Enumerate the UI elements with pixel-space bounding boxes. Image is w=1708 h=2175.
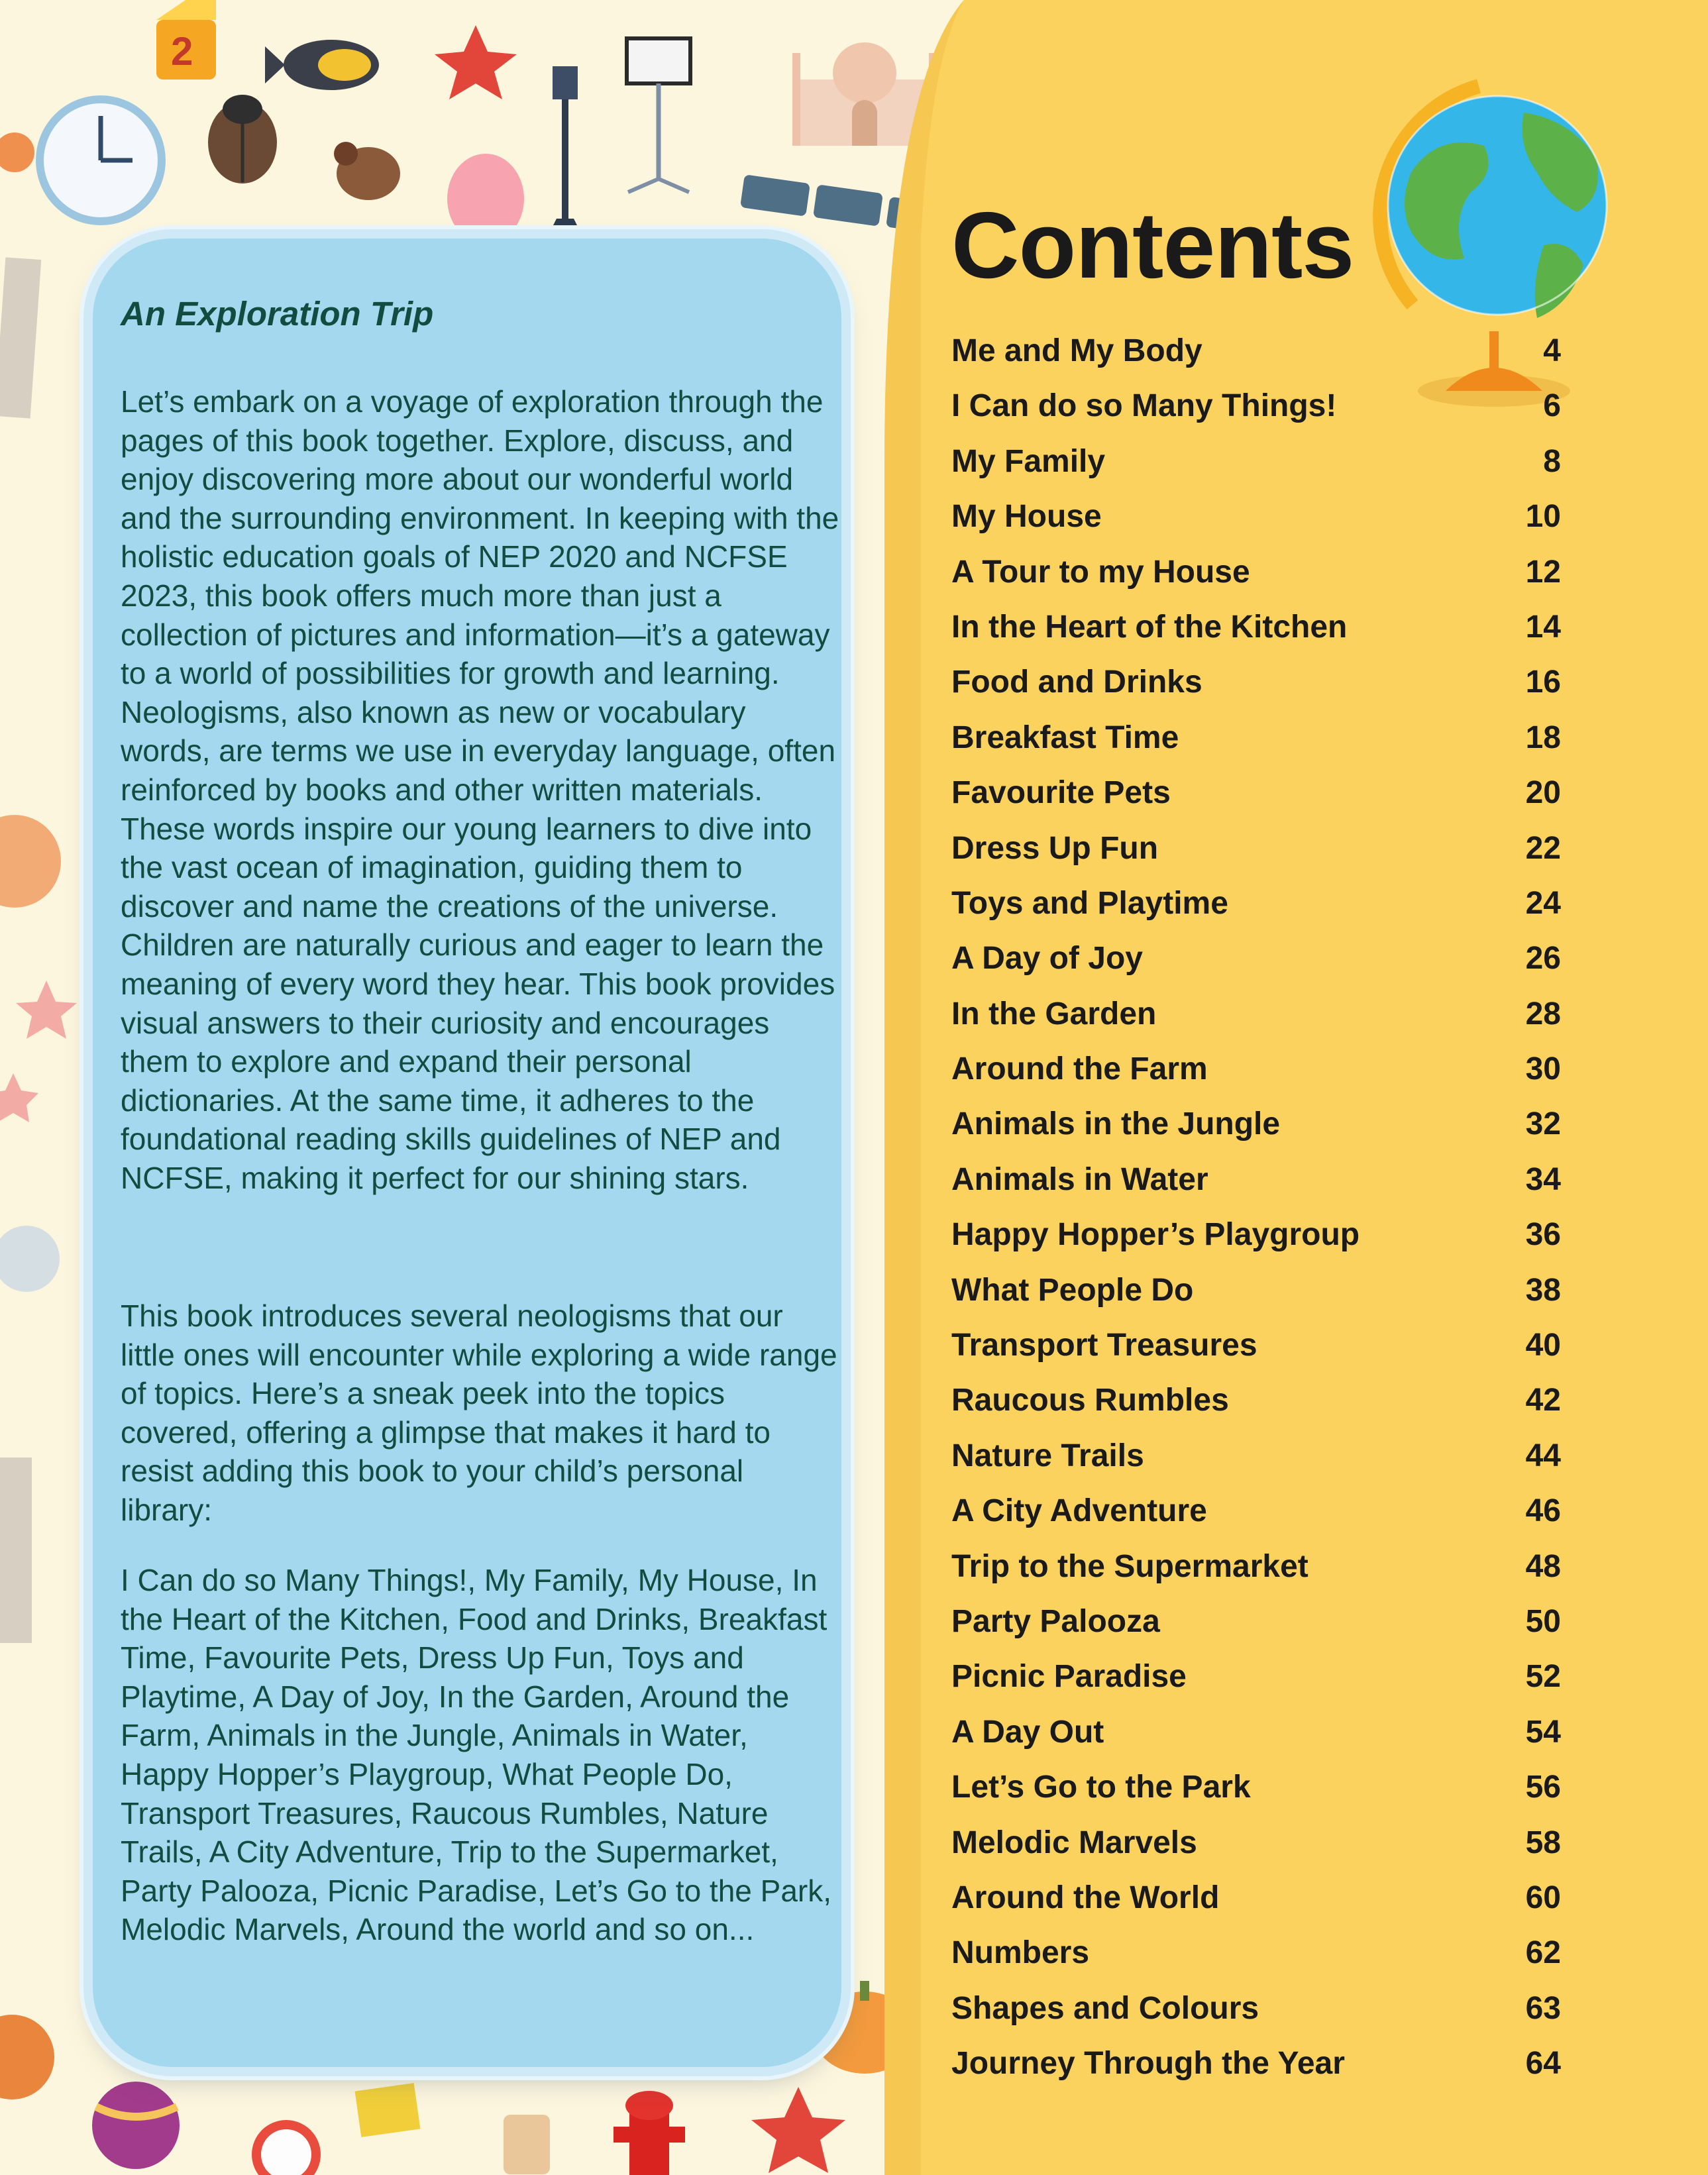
- toc-entry[interactable]: [951, 388, 1561, 443]
- toc-entry-title: In the Heart of the Kitchen: [951, 609, 1348, 645]
- contents-title: Contents: [951, 193, 1354, 298]
- toc-entry-title: Animals in Water: [951, 1161, 1208, 1197]
- toc-entry-title: Melodic Marvels: [951, 1825, 1197, 1860]
- toc-entry[interactable]: [951, 1935, 1561, 1989]
- toc-entry-page: 54: [1525, 1714, 1561, 1750]
- clock-icon: [40, 99, 162, 221]
- toc-entry-title: I Can do so Many Things!: [951, 388, 1337, 424]
- toc-entry-title: Transport Treasures: [951, 1328, 1257, 1363]
- toc-entry[interactable]: [951, 719, 1561, 774]
- toc-entry[interactable]: [951, 1603, 1561, 1658]
- toc-entry[interactable]: [951, 1658, 1561, 1713]
- toc-entry-page: 36: [1525, 1217, 1561, 1253]
- toc-entry-page: 34: [1525, 1161, 1561, 1197]
- toc-entry-page: 56: [1525, 1770, 1561, 1805]
- toc-entry-page: 46: [1525, 1493, 1561, 1529]
- toc-entry[interactable]: [951, 664, 1561, 719]
- toc-entry-title: Raucous Rumbles: [951, 1383, 1229, 1418]
- toc-entry-page: 4: [1543, 333, 1561, 368]
- toc-entry-page: 14: [1525, 609, 1561, 645]
- toc-entry[interactable]: [951, 1051, 1561, 1106]
- toc-entry-title: A Day of Joy: [951, 941, 1143, 977]
- toc-entry[interactable]: [951, 609, 1561, 664]
- toc-entry-title: Breakfast Time: [951, 719, 1179, 755]
- toc-entry-page: 62: [1525, 1935, 1561, 1971]
- toc-entry[interactable]: [951, 1769, 1561, 1824]
- toc-entry-title: My House: [951, 499, 1102, 535]
- toc-entry[interactable]: [951, 1272, 1561, 1327]
- toc-entry[interactable]: [951, 498, 1561, 553]
- toc-entry-title: Picnic Paradise: [951, 1659, 1187, 1695]
- toc-entry[interactable]: [951, 443, 1561, 498]
- toc-entry-page: 44: [1525, 1438, 1561, 1473]
- toc-entry-page: 20: [1525, 775, 1561, 811]
- toc-entry[interactable]: [951, 333, 1561, 388]
- toc-entry-page: 58: [1525, 1825, 1561, 1860]
- toc-entry-page: 26: [1525, 941, 1561, 977]
- toc-entry-title: Journey Through the Year: [951, 2046, 1345, 2082]
- toc-entry-title: My Family: [951, 443, 1106, 479]
- toc-entry-title: Animals in the Jungle: [951, 1106, 1281, 1142]
- toc-entry-title: In the Garden: [951, 996, 1157, 1032]
- toc-entry[interactable]: [951, 996, 1561, 1051]
- toc-entry-page: 22: [1525, 830, 1561, 866]
- toc-entry[interactable]: [951, 1548, 1561, 1603]
- toc-entry-page: 16: [1525, 664, 1561, 700]
- toc-entry-page: 63: [1525, 1990, 1561, 2026]
- toc-entry-page: 6: [1543, 388, 1561, 424]
- toc-entry[interactable]: [951, 1106, 1561, 1161]
- toc-entry-page: 32: [1525, 1106, 1561, 1142]
- toc-entry-page: 12: [1525, 554, 1561, 590]
- toc-entry[interactable]: [951, 554, 1561, 609]
- toc-entry-page: 8: [1543, 443, 1561, 479]
- toc-entry-page: 60: [1525, 1880, 1561, 1915]
- toc-entry-page: 50: [1525, 1603, 1561, 1639]
- ball-icon: [92, 2082, 180, 2169]
- toc-entry[interactable]: [951, 1161, 1561, 1216]
- toc-entry[interactable]: [951, 1216, 1561, 1271]
- toc-entry[interactable]: [951, 1327, 1561, 1382]
- toc-entry-page: 18: [1525, 719, 1561, 755]
- toc-entry-page: 28: [1525, 996, 1561, 1032]
- toc-entry-title: Around the World: [951, 1880, 1220, 1915]
- intro-heading: An Exploration Trip: [121, 295, 434, 333]
- toc-entry[interactable]: [951, 1714, 1561, 1769]
- toc-entry-title: A Day Out: [951, 1714, 1104, 1750]
- toc-entry-title: A City Adventure: [951, 1493, 1207, 1529]
- toc-entry[interactable]: [951, 1990, 1561, 2045]
- toc-entry[interactable]: [951, 830, 1561, 885]
- toc-entry-title: Toys and Playtime: [951, 885, 1228, 921]
- toc-entry-title: Nature Trails: [951, 1438, 1144, 1473]
- toc-entry-title: Food and Drinks: [951, 664, 1202, 700]
- toc-entry-title: Happy Hopper’s Playgroup: [951, 1217, 1360, 1253]
- toc-entry-page: 52: [1525, 1659, 1561, 1695]
- toc-entry-title: Me and My Body: [951, 333, 1202, 368]
- toc-entry-title: Let’s Go to the Park: [951, 1770, 1251, 1805]
- toc-entry[interactable]: [951, 885, 1561, 940]
- toc-entry-page: 42: [1525, 1383, 1561, 1418]
- toc-entry-page: 40: [1525, 1328, 1561, 1363]
- toc-entry-title: Trip to the Supermarket: [951, 1548, 1308, 1584]
- intro-paragraph: Let’s embark on a voyage of exploration through the pages of this book together. Explore, discuss, and enjoy discovering more about our wonderful world and the surrounding environment. In keeping with the holistic education goals of NEP 2020 and NCFSE 2023, this book offers much more than just a collection of pictures and information—it’s a gateway to a world of possibilities for growth and learning. Neologisms, also known as new or vocabulary words, are terms we use in everyday language, often reinforced by books and other written materials. These words inspire our young learners to dive into the vast ocean of imagination, guiding them to discover and name the creations of the universe. Children are naturally curious and eager to learn the meaning of every word they hear. This book provides visual answers to their curiosity and encourages them to explore and expand their personal dictionaries. At the same time, it adheres to the foundational reading skills guidelines of NEP and NCFSE, making it perfect for our shining stars.: [121, 384, 839, 1195]
- toc-entry[interactable]: [951, 1825, 1561, 1880]
- toc-entry[interactable]: [951, 2045, 1561, 2100]
- intro-paragraph: This book introduces several neologisms that our little ones will encounter while exploring a wide range of topics. Here’s a sneak peek into the topics covered, offering a glimpse that makes it hard to resist adding this book to your child’s personal library:: [121, 1299, 837, 1527]
- toc-entry-title: Party Palooza: [951, 1603, 1160, 1639]
- toc-entry-page: 64: [1525, 2046, 1561, 2082]
- toc-entry-title: Favourite Pets: [951, 775, 1171, 811]
- toc-entry-page: 10: [1525, 499, 1561, 535]
- toc-entry[interactable]: [951, 940, 1561, 995]
- toc-entry-page: 24: [1525, 885, 1561, 921]
- toc-entry[interactable]: [951, 1493, 1561, 1548]
- toc-entry-page: 38: [1525, 1272, 1561, 1308]
- toc-entry[interactable]: [951, 1438, 1561, 1493]
- toc-entry-title: A Tour to my House: [951, 554, 1250, 590]
- intro-topic-list: I Can do so Many Things!, My Family, My House, In the Heart of the Kitchen, Food and Drinks, Breakfast Time, Favourite Pets, Dress Up Fun, Toys and Playtime, A Day of Joy, In the Garden, Around the Farm, Animals in the Jungle, Animals in Water, Happy Hopper’s Playgroup, What People Do, Transport Treasures, Raucous Rumbles, Nature Trails, A City Adventure, Trip to the Supermarket, Party Palooza, Picnic Paradise, Let’s Go to the Park, Melodic Marvels, Around the world and so on...: [121, 1563, 832, 1947]
- toc-entry-title: Numbers: [951, 1935, 1090, 1971]
- toc-entry-page: 48: [1525, 1548, 1561, 1584]
- table-of-contents: [951, 333, 1561, 2101]
- toc-entry-title: Around the Farm: [951, 1051, 1208, 1087]
- toc-entry[interactable]: [951, 1880, 1561, 1935]
- toc-entry-title: Shapes and Colours: [951, 1990, 1259, 2026]
- toc-entry[interactable]: [951, 1382, 1561, 1437]
- toc-entry[interactable]: [951, 774, 1561, 829]
- toc-entry-page: 30: [1525, 1051, 1561, 1087]
- toc-entry-title: Dress Up Fun: [951, 830, 1159, 866]
- toc-entry-title: What People Do: [951, 1272, 1194, 1308]
- svg-text:2: 2: [171, 29, 193, 74]
